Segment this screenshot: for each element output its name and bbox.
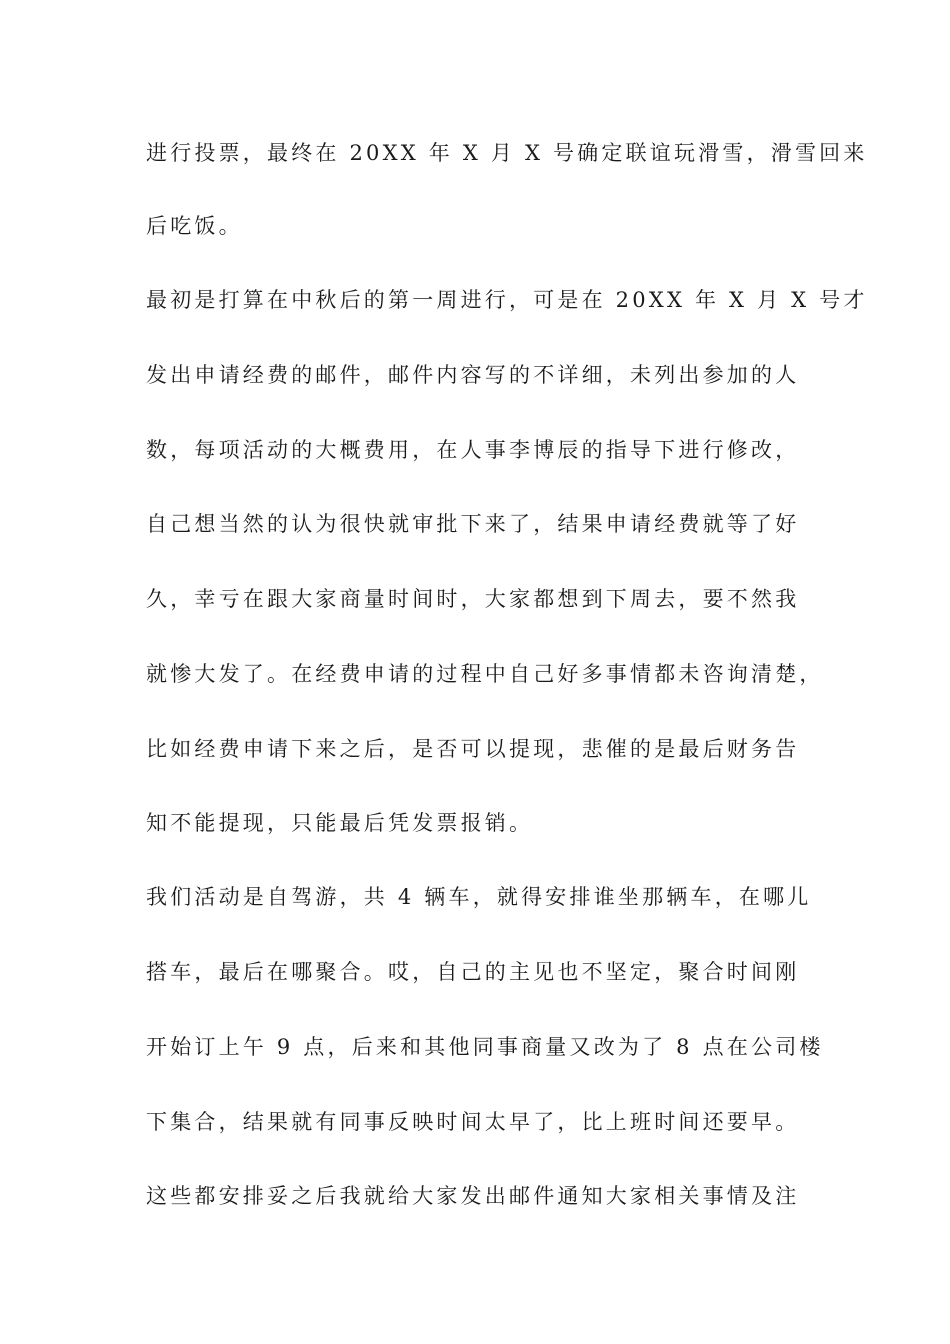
- text-line: 久，幸亏在跟大家商量时间时，大家都想到下周去，要不然我: [146, 587, 800, 611]
- text-line: 开始订上午 9 点，后来和其他同事商量又改为了 8 点在公司楼: [146, 1035, 824, 1059]
- text-line: 我们活动是自驾游，共 4 辆车，就得安排谁坐那辆车，在哪儿: [146, 885, 812, 909]
- text-line: 下集合，结果就有同事反映时间太早了，比上班时间还要早。: [146, 1110, 800, 1134]
- text-line: 最初是打算在中秋后的第一周进行，可是在 20XX 年 X 月 X 号才: [146, 288, 868, 312]
- text-line: 自己想当然的认为很快就审批下来了，结果申请经费就等了好: [146, 512, 800, 536]
- text-line: 知不能提现，只能最后凭发票报销。: [146, 811, 534, 835]
- text-line: 比如经费申请下来之后，是否可以提现，悲催的是最后财务告: [146, 737, 800, 761]
- text-line: 这些都安排妥之后我就给大家发出邮件通知大家相关事情及注: [146, 1184, 800, 1208]
- text-line: 就惨大发了。在经费申请的过程中自己好多事情都未咨询清楚，: [146, 662, 824, 686]
- text-line: 进行投票，最终在 20XX 年 X 月 X 号确定联谊玩滑雪，滑雪回来: [146, 141, 868, 165]
- text-line: 数，每项活动的大概费用，在人事李博辰的指导下进行修改，: [146, 438, 800, 462]
- text-line: 搭车，最后在哪聚合。哎，自己的主见也不坚定，聚合时间刚: [146, 960, 800, 984]
- text-line: 发出申请经费的邮件，邮件内容写的不详细，未列出参加的人: [146, 363, 800, 387]
- text-line: 后吃饭。: [146, 214, 243, 238]
